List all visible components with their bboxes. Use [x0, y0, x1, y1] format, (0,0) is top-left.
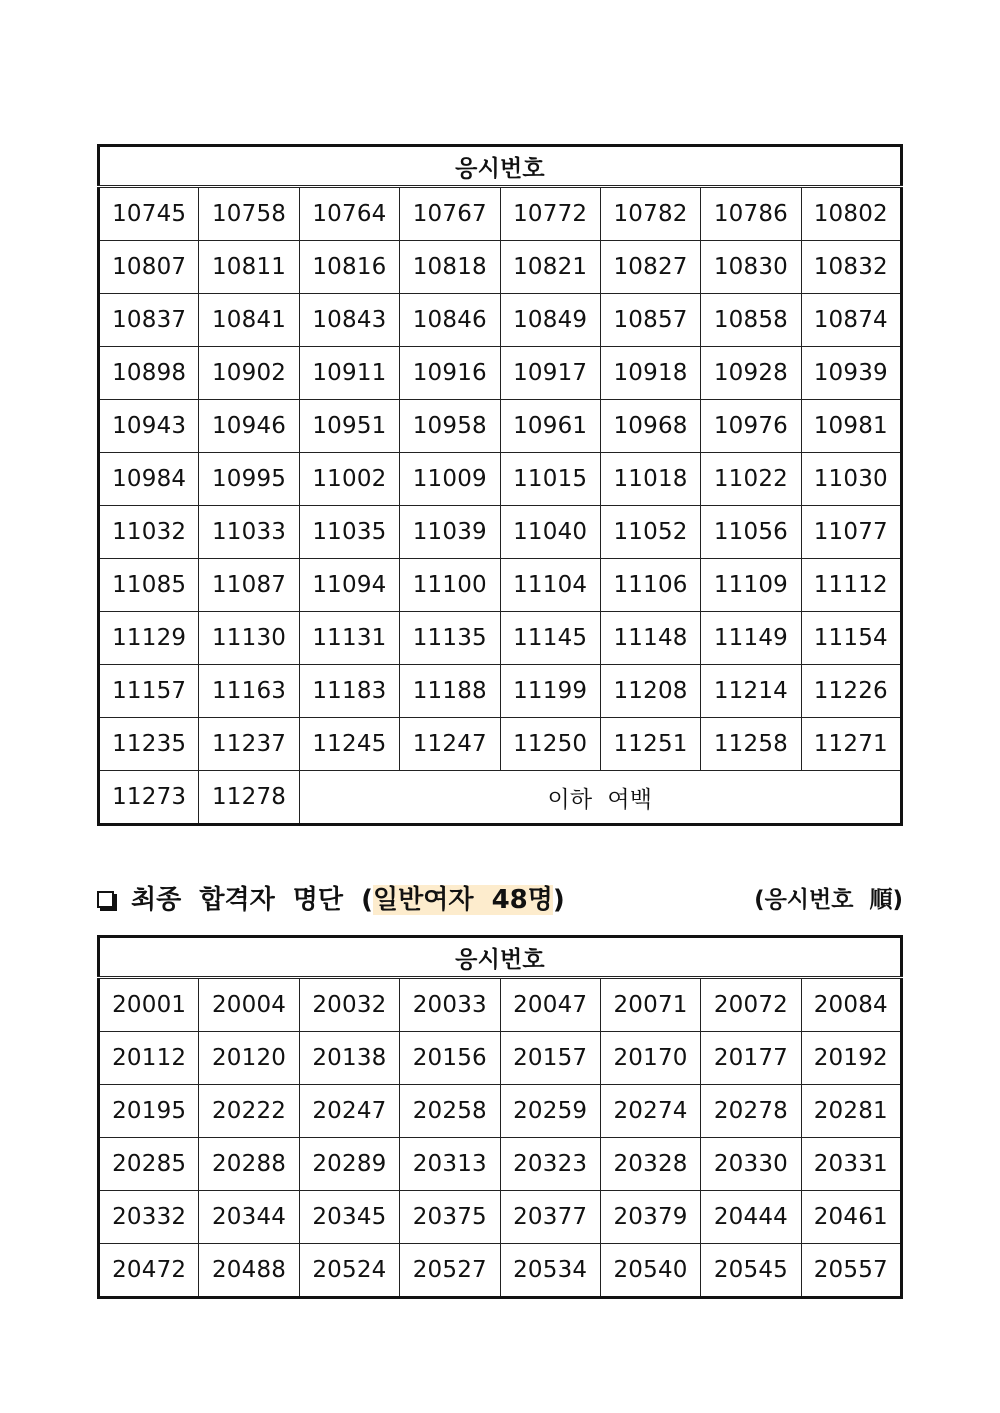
table-row — [99, 718, 902, 771]
exam-number-cell: 20545 — [701, 1244, 801, 1298]
exam-number-cell: 11258 — [701, 718, 801, 771]
exam-number-cell: 20330 — [701, 1138, 801, 1191]
exam-number-cell: 20072 — [701, 978, 801, 1032]
exam-number-cell: 20004 — [199, 978, 299, 1032]
exam-number-cell: 20288 — [199, 1138, 299, 1191]
exam-number-cell: 10946 — [199, 400, 299, 453]
exam-number-cell: 20461 — [801, 1191, 901, 1244]
exam-number-cell: 20047 — [500, 978, 600, 1032]
exam-number-cell: 11183 — [299, 665, 399, 718]
exam-number-cell: 10857 — [600, 294, 700, 347]
exam-number-cell: 10943 — [99, 400, 199, 453]
exam-number-cell: 11271 — [801, 718, 901, 771]
exam-number-cell: 20278 — [701, 1085, 801, 1138]
exam-number-cell: 20488 — [199, 1244, 299, 1298]
table-row — [99, 612, 902, 665]
blank-remainder-note: 이하 여백 — [299, 771, 901, 825]
exam-number-cell: 20138 — [299, 1032, 399, 1085]
exam-number-cell: 11278 — [199, 771, 299, 825]
exam-number-cell: 11100 — [400, 559, 500, 612]
exam-number-cell: 11237 — [199, 718, 299, 771]
exam-number-cell: 20120 — [199, 1032, 299, 1085]
exam-number-cell: 10818 — [400, 241, 500, 294]
sort-note: (응시번호 順) — [754, 887, 903, 913]
exam-number-cell: 20170 — [600, 1032, 700, 1085]
exam-number-cell: 11154 — [801, 612, 901, 665]
exam-number-cell: 20332 — [99, 1191, 199, 1244]
exam-number-cell: 11002 — [299, 453, 399, 506]
table-row — [99, 1085, 902, 1138]
table-header-row — [99, 937, 902, 978]
exam-number-cell: 11148 — [600, 612, 700, 665]
exam-number-cell: 10843 — [299, 294, 399, 347]
exam-number-cell: 11035 — [299, 506, 399, 559]
table-row — [99, 665, 902, 718]
exam-number-cell: 11022 — [701, 453, 801, 506]
exam-number-cell: 10874 — [801, 294, 901, 347]
table-row — [99, 1244, 902, 1298]
exam-number-cell: 10858 — [701, 294, 801, 347]
exam-number-cell: 20001 — [99, 978, 199, 1032]
table-row — [99, 771, 902, 825]
table-row — [99, 187, 902, 241]
exam-number-cell: 11163 — [199, 665, 299, 718]
exam-number-cell: 11199 — [500, 665, 600, 718]
exam-number-cell: 20344 — [199, 1191, 299, 1244]
table-header-row — [99, 146, 902, 187]
exam-number-cell: 10976 — [701, 400, 801, 453]
exam-number-cell: 20274 — [600, 1085, 700, 1138]
exam-number-cell: 11018 — [600, 453, 700, 506]
exam-number-cell: 10837 — [99, 294, 199, 347]
exam-number-cell: 10767 — [400, 187, 500, 241]
exam-number-cell: 10928 — [701, 347, 801, 400]
title-highlight: 일반여자 48명 — [373, 885, 553, 915]
exam-number-cell: 20247 — [299, 1085, 399, 1138]
exam-number-cell: 10951 — [299, 400, 399, 453]
exam-number-cell: 11015 — [500, 453, 600, 506]
table-row — [99, 1191, 902, 1244]
exam-number-cell: 20527 — [400, 1244, 500, 1298]
exam-number-cell: 10786 — [701, 187, 801, 241]
section-heading — [97, 880, 903, 924]
table-row — [99, 400, 902, 453]
exam-number-cell: 20534 — [500, 1244, 600, 1298]
table-row — [99, 1138, 902, 1191]
exam-number-cell: 20032 — [299, 978, 399, 1032]
exam-number-cell: 10745 — [99, 187, 199, 241]
exam-number-cell: 20281 — [801, 1085, 901, 1138]
exam-number-cell: 20192 — [801, 1032, 901, 1085]
exam-number-cell: 10968 — [600, 400, 700, 453]
exam-number-cell: 11226 — [801, 665, 901, 718]
exam-number-cell: 10772 — [500, 187, 600, 241]
exam-number-cell: 11214 — [701, 665, 801, 718]
section-title — [131, 880, 565, 920]
exam-number-cell: 11131 — [299, 612, 399, 665]
checkbox-bullet-icon — [97, 891, 114, 908]
exam-number-cell: 20033 — [400, 978, 500, 1032]
exam-number-cell: 20557 — [801, 1244, 901, 1298]
exam-number-cell: 20540 — [600, 1244, 700, 1298]
exam-number-cell: 11104 — [500, 559, 600, 612]
exam-number-cell: 10995 — [199, 453, 299, 506]
exam-number-cell: 20345 — [299, 1191, 399, 1244]
exam-number-cell: 11245 — [299, 718, 399, 771]
exam-number-cell: 20375 — [400, 1191, 500, 1244]
exam-number-cell: 10821 — [500, 241, 600, 294]
exam-number-cell: 11033 — [199, 506, 299, 559]
exam-number-cell: 20524 — [299, 1244, 399, 1298]
exam-number-cell: 11056 — [701, 506, 801, 559]
exam-number-cell: 10846 — [400, 294, 500, 347]
exam-number-cell: 10958 — [400, 400, 500, 453]
exam-number-cell: 10849 — [500, 294, 600, 347]
exam-number-table-1 — [97, 144, 903, 826]
table-row — [99, 506, 902, 559]
exam-number-cell: 10961 — [500, 400, 600, 453]
table-row — [99, 559, 902, 612]
exam-number-cell: 10918 — [600, 347, 700, 400]
exam-number-cell: 11094 — [299, 559, 399, 612]
exam-number-cell: 11052 — [600, 506, 700, 559]
table-row — [99, 978, 902, 1032]
exam-number-cell: 11247 — [400, 718, 500, 771]
exam-number-cell: 11039 — [400, 506, 500, 559]
exam-number-cell: 10758 — [199, 187, 299, 241]
exam-number-cell: 20377 — [500, 1191, 600, 1244]
exam-number-cell: 11040 — [500, 506, 600, 559]
table-row — [99, 1032, 902, 1085]
exam-number-cell: 11208 — [600, 665, 700, 718]
exam-number-cell: 11145 — [500, 612, 600, 665]
exam-number-cell: 11106 — [600, 559, 700, 612]
exam-number-cell: 10902 — [199, 347, 299, 400]
exam-number-cell: 11135 — [400, 612, 500, 665]
exam-number-cell: 10911 — [299, 347, 399, 400]
table-row — [99, 294, 902, 347]
exam-number-cell: 20289 — [299, 1138, 399, 1191]
exam-number-cell: 10827 — [600, 241, 700, 294]
exam-number-cell: 10782 — [600, 187, 700, 241]
exam-number-cell: 11130 — [199, 612, 299, 665]
exam-number-cell: 11109 — [701, 559, 801, 612]
exam-number-cell: 20156 — [400, 1032, 500, 1085]
exam-number-cell: 11085 — [99, 559, 199, 612]
exam-number-cell: 11235 — [99, 718, 199, 771]
exam-number-table-2 — [97, 935, 903, 1299]
exam-number-cell: 20259 — [500, 1085, 600, 1138]
exam-number-cell: 20285 — [99, 1138, 199, 1191]
exam-number-cell: 11077 — [801, 506, 901, 559]
exam-number-cell: 10917 — [500, 347, 600, 400]
exam-number-cell: 10898 — [99, 347, 199, 400]
table-row — [99, 347, 902, 400]
exam-number-cell: 20177 — [701, 1032, 801, 1085]
table-header: 응시번호 — [99, 146, 902, 187]
table-row — [99, 241, 902, 294]
exam-number-cell: 20331 — [801, 1138, 901, 1191]
exam-number-cell: 20328 — [600, 1138, 700, 1191]
exam-number-cell: 20313 — [400, 1138, 500, 1191]
exam-number-cell: 10939 — [801, 347, 901, 400]
title-suffix: ) — [552, 885, 565, 915]
exam-number-cell: 20084 — [801, 978, 901, 1032]
exam-number-cell: 20157 — [500, 1032, 600, 1085]
exam-number-cell: 11009 — [400, 453, 500, 506]
exam-number-cell: 10841 — [199, 294, 299, 347]
exam-number-cell: 11188 — [400, 665, 500, 718]
exam-number-cell: 11032 — [99, 506, 199, 559]
exam-number-cell: 10807 — [99, 241, 199, 294]
exam-number-cell: 11157 — [99, 665, 199, 718]
exam-number-cell: 20323 — [500, 1138, 600, 1191]
exam-number-cell: 20071 — [600, 978, 700, 1032]
exam-number-cell: 11250 — [500, 718, 600, 771]
exam-number-cell: 20258 — [400, 1085, 500, 1138]
exam-number-cell: 10981 — [801, 400, 901, 453]
title-prefix: 최종 합격자 명단 ( — [131, 885, 374, 915]
exam-number-cell: 10816 — [299, 241, 399, 294]
exam-number-cell: 20379 — [600, 1191, 700, 1244]
exam-number-cell: 11087 — [199, 559, 299, 612]
table-row — [99, 453, 902, 506]
exam-number-cell: 11273 — [99, 771, 199, 825]
exam-number-cell: 20222 — [199, 1085, 299, 1138]
exam-number-cell: 11112 — [801, 559, 901, 612]
exam-number-cell: 11251 — [600, 718, 700, 771]
exam-number-cell: 11030 — [801, 453, 901, 506]
exam-number-cell: 10830 — [701, 241, 801, 294]
exam-number-cell: 10811 — [199, 241, 299, 294]
exam-number-cell: 20472 — [99, 1244, 199, 1298]
exam-number-cell: 10764 — [299, 187, 399, 241]
exam-number-cell: 20444 — [701, 1191, 801, 1244]
exam-number-cell: 10984 — [99, 453, 199, 506]
exam-number-cell: 11149 — [701, 612, 801, 665]
exam-number-cell: 10916 — [400, 347, 500, 400]
exam-number-cell: 20112 — [99, 1032, 199, 1085]
exam-number-cell: 10832 — [801, 241, 901, 294]
exam-number-cell: 20195 — [99, 1085, 199, 1138]
exam-number-cell: 11129 — [99, 612, 199, 665]
exam-number-cell: 10802 — [801, 187, 901, 241]
table-header: 응시번호 — [99, 937, 902, 978]
